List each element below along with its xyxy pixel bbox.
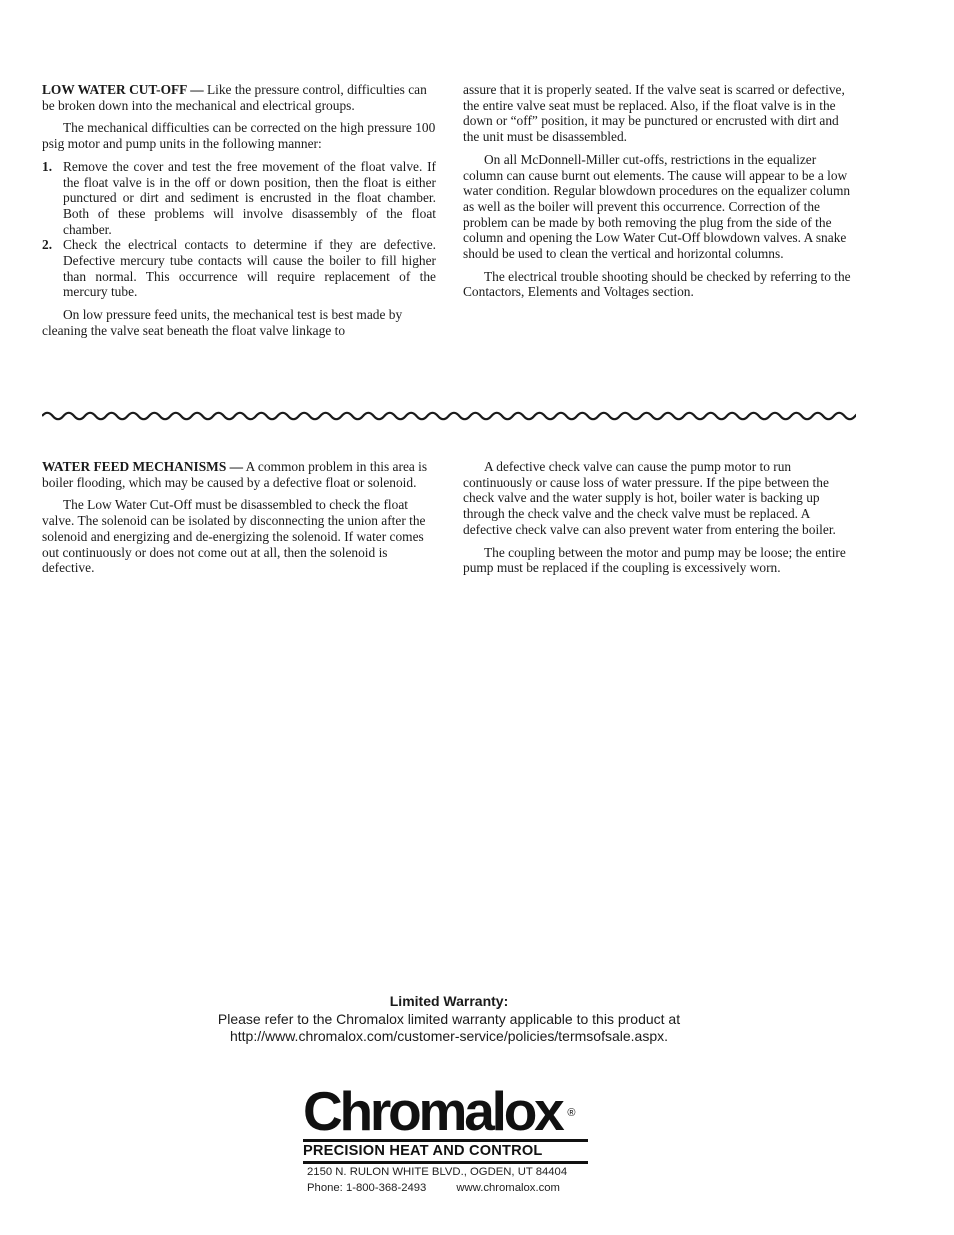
company-address: 2150 N. RULON WHITE BLVD., OGDEN, UT 84404 — [307, 1166, 568, 1178]
water-feed-intro-text: A common problem in this area is boiler flooding, which may be caused by a defective float or solenoid. — [42, 459, 428, 490]
list-text: Check the electrical contacts to determine if they are defective. Defective mercury tube contacts will cause the boiler to fill higher than normal. This occurrence will require replacement of the mercury tube. — [63, 237, 436, 300]
warranty-text: Please refer to the Chromalox limited warranty applicable to this product at — [217, 1010, 681, 1027]
water-feed-paragraph: The Low Water Cut-Off must be disassembled to check the float valve. The solenoid can be isolated by disconnecting the union after the solenoid and energizing and de-energizing the solenoid. If water comes out continuously or does not come out at all, then the solenoid is defective. — [42, 497, 426, 576]
low-water-paragraph: assure that it is properly seated. If the valve seat is scarred or defective, the entire valve seat must be replaced. Also, if the float valve is in the down or “off” position, it may be punctured or encrusted with dirt and the unit must be disassembled. — [463, 82, 845, 145]
low-water-paragraph: On low pressure feed units, the mechanical test is best made by cleaning the valve seat beneath the float valve linkage to — [42, 307, 403, 338]
list-number: 1. — [42, 158, 53, 174]
logo-wordmark: Chromalox ® — [303, 1080, 576, 1142]
list-text: Remove the cover and test the free movement of the float valve. If the float valve is in the off or down position, then the float is either punctured or dirt and sediment is encrusted in the float chamber. Both of these problems will involve disassembly of the float chamber. — [63, 158, 436, 237]
water-feed-intro — [42, 459, 436, 490]
low-water-paragraph: On all McDonnell-Miller cut-offs, restrictions in the equalizer column can cause burnt out elements. The cause will appear to be a low water condition. Regular blowdown procedures on the equalizer column as well as the boiler will prevent this occurrence. Correction of the problem can be made by both removing the plug from the side of the column and opening the Low Water Cut-Off blowdown valves. A snake should be used to clean the vertical and horizontal columns. — [463, 151, 851, 262]
list-item — [42, 159, 436, 238]
warranty-link[interactable]: http://www.chromalox.com/customer-service/policies/termsofsale.aspx. — [229, 1028, 669, 1044]
registered-mark: ® — [567, 1107, 576, 1119]
water-feed-left-column — [42, 459, 436, 583]
water-feed-paragraph: A defective check valve can cause the pump motor to run continuously or cause loss of water pressure. If the pipe between the check valve and the water supply is hot, boiler water is backing up through the check valve and the check valve must be replaced. A defective check valve can also prevent water from entering the boiler. — [463, 459, 836, 537]
low-water-steps-list — [42, 159, 436, 300]
logo-rule — [303, 1161, 588, 1164]
logo-tagline: PRECISION HEAT AND CONTROL — [303, 1143, 543, 1159]
list-number: 2. — [42, 237, 53, 253]
contact-line — [307, 1181, 567, 1197]
low-water-heading: LOW WATER CUT-OFF — — [42, 82, 204, 97]
low-water-intro — [42, 82, 436, 113]
wavy-divider — [42, 405, 856, 427]
low-water-paragraph: The electrical trouble shooting should be checked by referring to the Contactors, Elements and Voltages section. — [463, 268, 851, 300]
water-feed-paragraph: The coupling between the motor and pump may be loose; the entire pump must be replaced if the coupling is excessively worn. — [463, 544, 846, 576]
low-water-intro-text: Like the pressure control, difficulties can be broken down into the mechanical and electrical groups. — [42, 82, 427, 113]
contact-block — [307, 1165, 567, 1196]
company-website[interactable]: www.chromalox.com — [456, 1181, 560, 1194]
low-water-cutoff-right-column — [463, 82, 857, 307]
limited-warranty — [0, 993, 898, 1046]
low-water-cutoff-left-column — [42, 82, 436, 346]
list-item — [42, 237, 436, 300]
chromalox-logo — [303, 1080, 603, 1164]
low-water-paragraph: The mechanical difficulties can be corrected on the high pressure 100 psig motor and pump units in the following manner: — [42, 120, 436, 152]
water-feed-heading: WATER FEED MECHANISMS — — [42, 459, 244, 474]
warranty-title: Limited Warranty: — [389, 993, 509, 1009]
water-feed-right-column — [463, 459, 857, 583]
company-phone: Phone: 1-800-368-2493 — [307, 1181, 427, 1194]
